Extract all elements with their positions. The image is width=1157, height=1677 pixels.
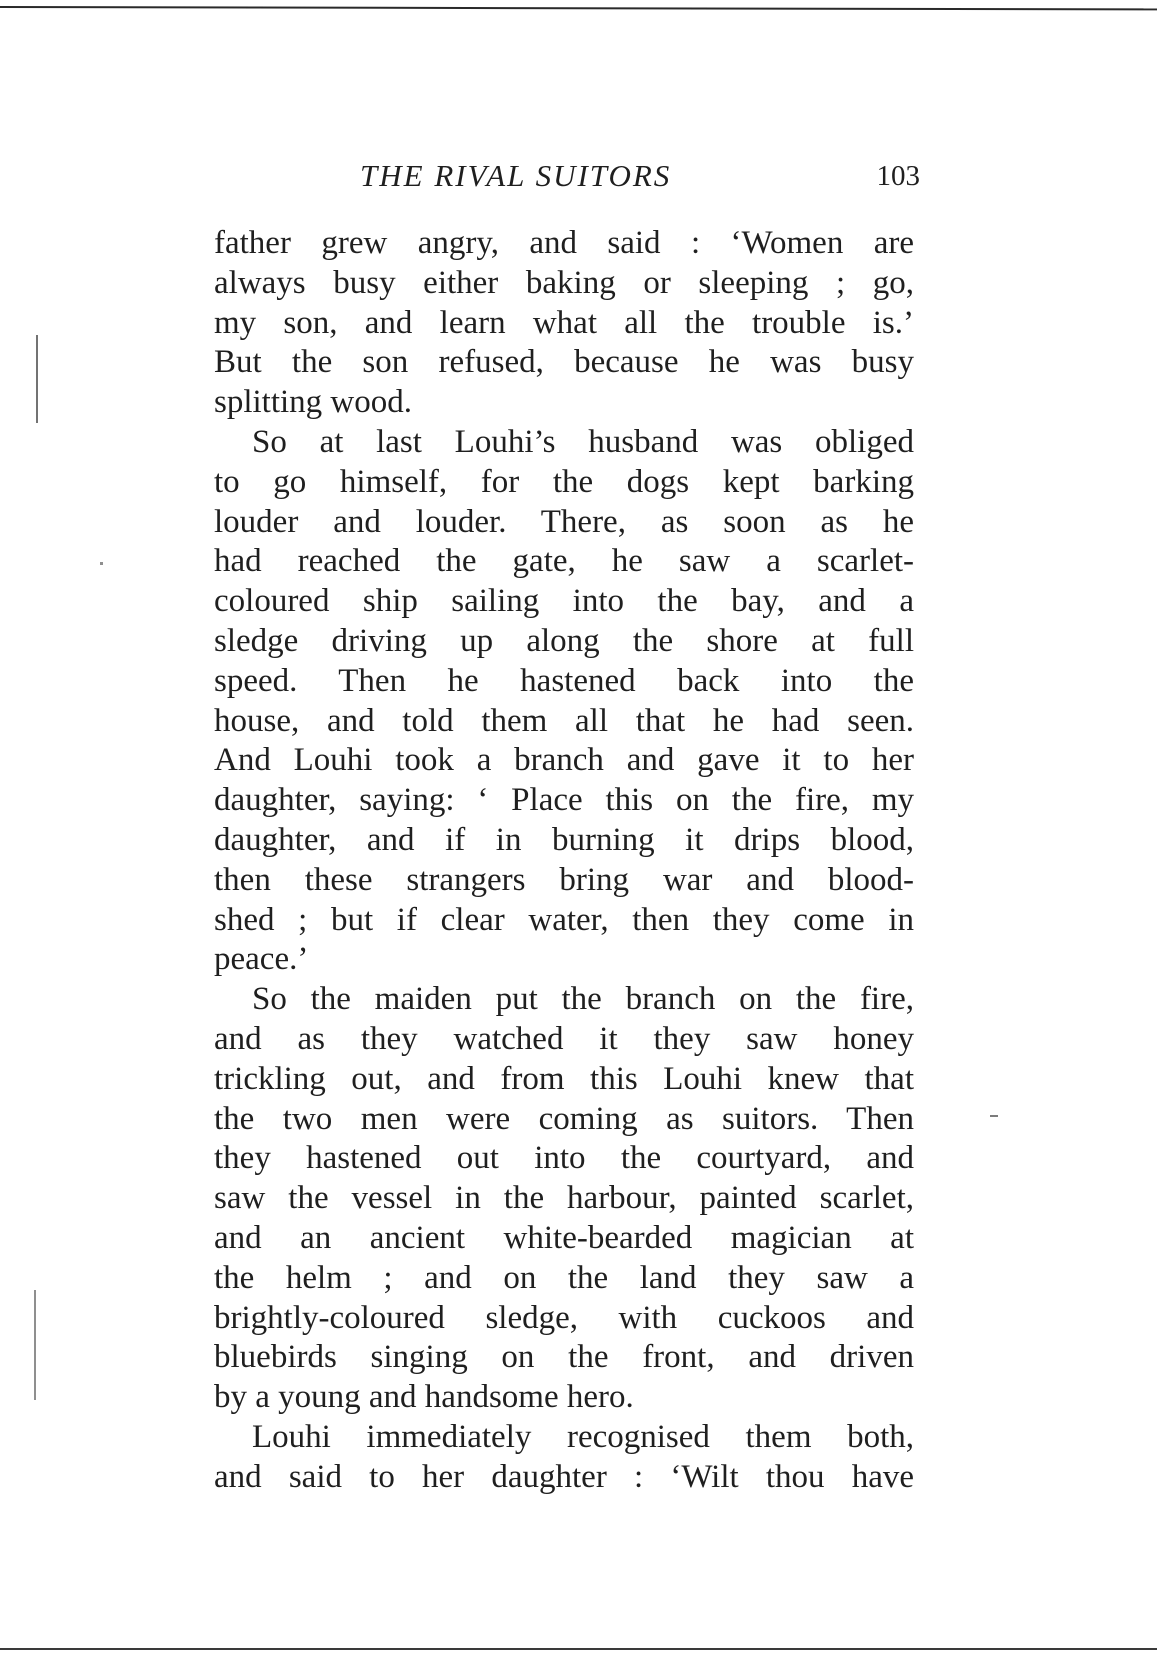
text-line: by a young and handsome hero. (214, 1379, 634, 1416)
text-line: saw the vessel in the harbour, painted scarlet, (214, 1180, 914, 1217)
text-line: daughter, saying: ‘ Place this on the fire, my (214, 782, 914, 819)
text-line: bluebirds singing on the front, and driven (214, 1339, 914, 1376)
text-line: and an ancient white-bearded magician at (214, 1219, 914, 1256)
scan-mark (990, 1115, 998, 1117)
text-line: trickling out, and from this Louhi knew that (214, 1060, 914, 1097)
text-line: sledge driving up along the shore at full (214, 622, 914, 659)
text-line: my son, and learn what all the trouble is.’ (214, 304, 914, 341)
text-line: they hastened out into the courtyard, and (214, 1140, 914, 1177)
text-line: And Louhi took a branch and gave it to her (214, 742, 914, 779)
text-line: speed. Then he hastened back into the (214, 662, 914, 699)
text-line: then these strangers bring war and blood- (214, 861, 914, 898)
text-line: peace.’ (214, 941, 309, 978)
text-line: So the maiden put the branch on the fire, (252, 981, 914, 1018)
text-line: had reached the gate, he saw a scarlet- (214, 543, 914, 580)
bottom-edge-rule (0, 1648, 1157, 1650)
text-line: father grew angry, and said : ‘Women are (214, 225, 914, 261)
scan-mark (36, 335, 38, 423)
text-line: the two men were coming as suitors. Then (214, 1100, 914, 1137)
text-line: But the son refused, because he was busy (214, 344, 914, 381)
text-line: louder and louder. There, as soon as he (214, 503, 914, 540)
text-line: and as they watched it they saw honey (214, 1020, 914, 1057)
text-line: shed ; but if clear water, then they come in (214, 901, 914, 938)
scan-mark (34, 1290, 36, 1400)
text-line: and said to her daughter : ‘Wilt thou have (214, 1458, 914, 1495)
text-line: house, and told them all that he had seen. (214, 702, 914, 739)
text-line: always busy either baking or sleeping ; go, (214, 264, 914, 301)
body-text (214, 224, 914, 1544)
page-number: 103 (876, 160, 920, 192)
text-line: the helm ; and on the land they saw a (214, 1259, 914, 1296)
text-line: brightly-coloured sledge, with cuckoos and (214, 1299, 914, 1336)
running-title: THE RIVAL SUITORS (360, 158, 672, 193)
text-line: Louhi immediately recognised them both, (252, 1418, 914, 1455)
text-line: splitting wood. (214, 384, 413, 421)
text-line: coloured ship sailing into the bay, and a (214, 583, 914, 620)
text-line: daughter, and if in burning it drips blood, (214, 821, 914, 858)
text-line: to go himself, for the dogs kept barking (214, 463, 914, 500)
scan-mark (100, 562, 103, 565)
page-header (360, 158, 920, 198)
text-line: So at last Louhi’s husband was obliged (252, 423, 914, 460)
top-edge-rule (0, 6, 1157, 10)
